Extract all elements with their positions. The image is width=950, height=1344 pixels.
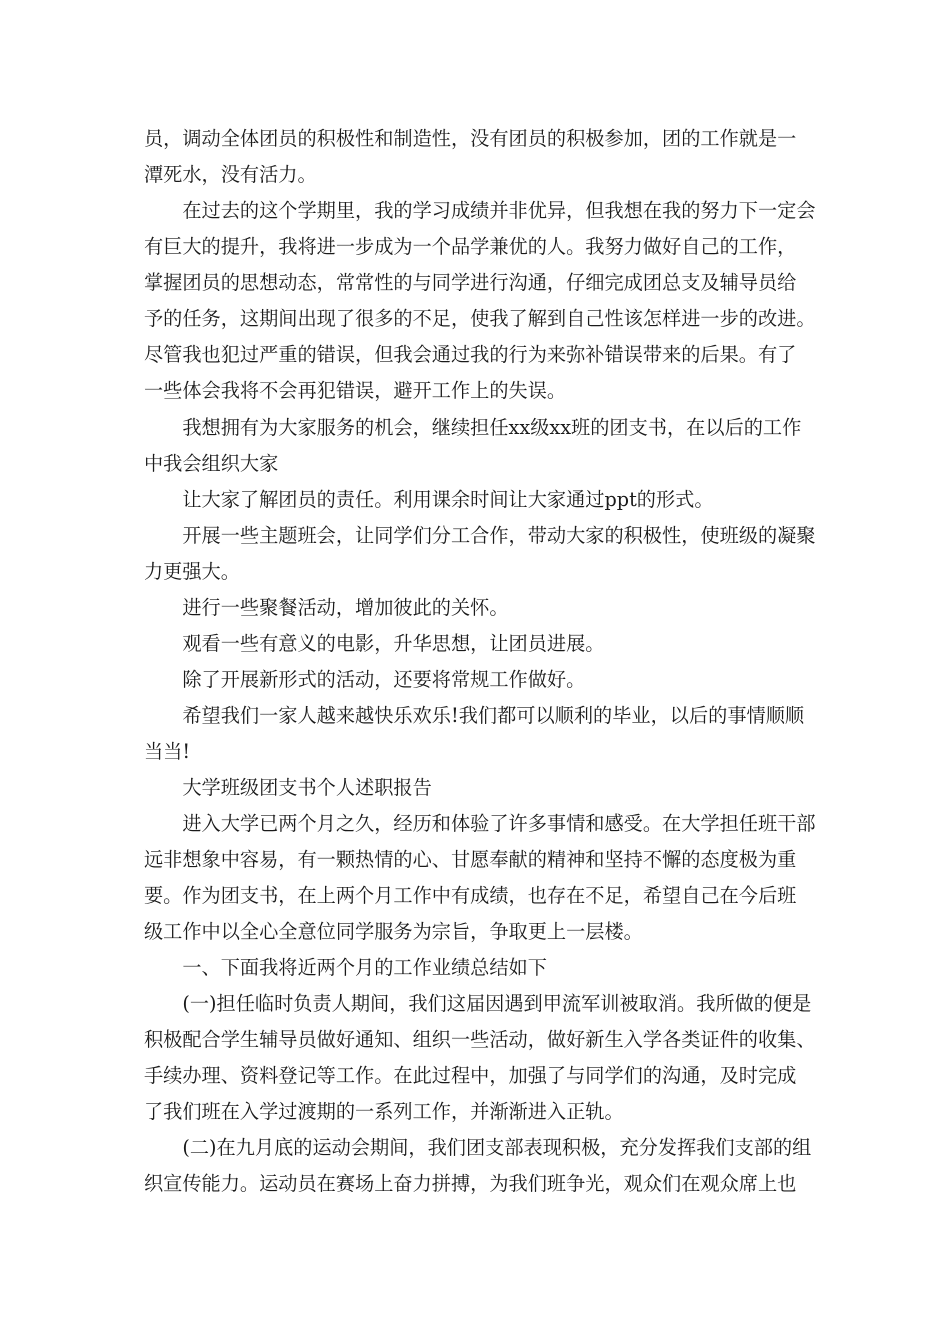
- text-line: 级工作中以全心全意位同学服务为宗旨，争取更上一层楼。: [144, 920, 643, 943]
- text-line: (二)在九月底的运动会期间，我们团支部表现积极，充分发挥我们支部的组: [144, 1136, 812, 1159]
- text-line: 远非想象中容易，有一颗热情的心、甘愿奉献的精神和坚持不懈的态度极为重: [144, 848, 797, 871]
- text-line: 一些体会我将不会再犯错误，避开工作上的失误。: [144, 379, 567, 402]
- text-line: 希望我们一家人越来越快乐欢乐!我们都可以顺利的毕业，以后的事情顺顺: [144, 704, 805, 727]
- text-line: 力更强大。: [144, 560, 240, 583]
- text-line: 在过去的这个学期里，我的学习成绩并非优异，但我想在我的努力下一定会: [144, 199, 816, 222]
- text-line: 织宣传能力。运动员在赛场上奋力拼搏，为我们班争光，观众们在观众席上也: [144, 1172, 797, 1195]
- text-line: 观看一些有意义的电影，升华思想，让团员进展。: [144, 632, 605, 655]
- text-line: 进入大学已两个月之久，经历和体验了许多事情和感受。在大学担任班干部: [144, 812, 816, 835]
- text-line: 开展一些主题班会，让同学们分工合作，带动大家的积极性，使班级的凝聚: [144, 524, 816, 547]
- section-title: 大学班级团支书个人述职报告: [144, 776, 432, 799]
- text-line: (一)担任临时负责人期间，我们这届因遇到甲流军训被取消。我所做的便是: [144, 992, 812, 1015]
- heading-line: 一、下面我将近两个月的工作业绩总结如下: [144, 956, 547, 979]
- text-line: 中我会组织大家: [144, 452, 279, 475]
- text-line: 员，调动全体团员的积极性和制造性，没有团员的积极参加，团的工作就是一: [144, 127, 797, 150]
- text-line: 掌握团员的思想动态，常常性的与同学进行沟通，仔细完成团总支及辅导员给: [144, 271, 797, 294]
- text-line: 我想拥有为大家服务的机会，继续担任xx级xx班的团支书，在以后的工作: [144, 416, 802, 439]
- text-line: 积极配合学生辅导员做好通知、组织一些活动，做好新生入学各类证件的收集、: [144, 1028, 816, 1051]
- text-line: 有巨大的提升，我将进一步成为一个品学兼优的人。我努力做好自己的工作，: [144, 235, 797, 258]
- text-line: 潭死水，没有活力。: [144, 163, 317, 186]
- text-line: 手续办理、资料登记等工作。在此过程中，加强了与同学们的沟通，及时完成: [144, 1064, 797, 1087]
- text-line: 尽管我也犯过严重的错误，但我会通过我的行为来弥补错误带来的后果。有了: [144, 343, 797, 366]
- text-line: 要。作为团支书，在上两个月工作中有成绩，也存在不足，希望自己在今后班: [144, 884, 797, 907]
- text-line: 让大家了解团员的责任。利用课余时间让大家通过ppt的形式。: [144, 488, 714, 511]
- text-line: 予的任务，这期间出现了很多的不足，使我了解到自己性该怎样进一步的改进。: [144, 307, 816, 330]
- text-line: 了我们班在入学过渡期的一系列工作，并渐渐进入正轨。: [144, 1100, 624, 1123]
- text-line: 除了开展新形式的活动，还要将常规工作做好。: [144, 668, 586, 691]
- text-line: 当当!: [144, 740, 191, 763]
- text-line: 进行一些聚餐活动，增加彼此的关怀。: [144, 596, 509, 619]
